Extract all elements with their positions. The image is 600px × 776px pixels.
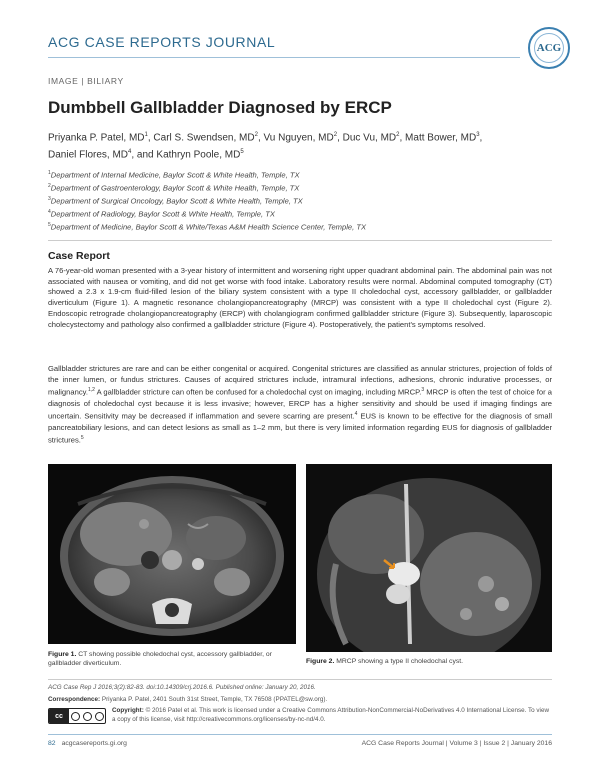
figure-2-caption-text: MRCP showing a type II choledochal cyst.: [334, 658, 464, 665]
copyright-label: Copyright:: [112, 707, 144, 714]
by-icon: [71, 712, 80, 721]
affiliation-text: Department of Radiology, Baylor Scott & White Health, Temple, TX: [50, 209, 275, 219]
journal-website[interactable]: acgcasereports.gi.org: [61, 740, 127, 747]
author-name: Daniel Flores, MD: [48, 149, 129, 161]
paragraph-1: A 76-year-old woman presented with a 3-year history of intermittent and worsening right upper quadrant abdominal pain. The abdominal pain was not associated with nausea or vomiting, and did not get worse with food intake. Laboratory results were normal. Abdominal computed tomography (CT) showed a 2.3 x 1.9-cm fluid-filled lesion of the biliary system consistent with a type II choledochal cyst, accessory gallbladder, or gallbladder diverticulum (Figure 1). A magnetic resonance cholangiopancreatography (MRCP) was consistent with a type II choledochal cyst (Figure 2). Endoscopic retrograde cholangiopancreatography (ERCP) with cholangiogram confirmed gallbladder stricture (Figure 3). Subsequently, laparoscopic cholecystectomy and pathology also confirmed a gallbladder stricture (Figure 4). Postoperatively, the patient's symptoms resolved.: [48, 266, 552, 329]
figure-1-caption-text: CT showing possible choledochal cyst, accessory gallbladder, or gallbladder diverticulum.: [48, 651, 272, 668]
affiliation: [48, 168, 366, 181]
author-sup: 4: [128, 149, 132, 156]
paragraph-text: EUS is known to be effective for the diagnosis of small pancreatobiliary lesions, and can detect lesions as small as 1–2 mm, but there is very limited information regarding EUS for diagnosis of gallbladder strictures.: [48, 411, 552, 445]
author-sup: 2: [254, 132, 258, 138]
author-list: [48, 128, 548, 163]
author-sup: 1: [144, 132, 148, 138]
reference-sup: 3: [421, 387, 425, 394]
affiliation-text: Department of Internal Medicine, Baylor Scott & White Health, Temple, TX: [50, 170, 300, 180]
footer-divider: [48, 679, 552, 680]
correspondence-label: Correspondence:: [48, 696, 101, 703]
author-sup: 5: [240, 149, 244, 156]
ct-scan-graphic: [48, 464, 296, 644]
affiliation: [48, 181, 366, 194]
affiliation: [48, 220, 366, 233]
affiliation-text: Department of Surgical Oncology, Baylor Scott & White Health, Temple, TX: [50, 196, 303, 206]
correspondence: [48, 696, 327, 703]
copyright-notice: [112, 707, 552, 725]
paragraph-text: A gallbladder stricture can often be confused for a choledochal cyst on imaging, including MRCP.: [94, 387, 422, 397]
acg-logo-text: ACG: [534, 33, 564, 63]
journal-name: ACG CASE REPORTS JOURNAL: [48, 34, 276, 50]
affiliation: [48, 194, 366, 207]
paragraph-2: [48, 364, 552, 447]
cc-icon: cc: [49, 709, 69, 723]
mrcp-graphic: [306, 464, 552, 652]
affiliation-sup: 1: [48, 170, 51, 176]
author-sup: 3: [476, 132, 480, 138]
creative-commons-badge[interactable]: [48, 708, 106, 724]
page-footer-divider: [48, 734, 552, 735]
affiliation-sup: 5: [48, 221, 51, 228]
paragraph-text: MRCP is often the test of choice for a diagnosis of choledochal cyst because it is less invasive; however, ERCP has a higher sensitivity and should be used if imaging findings are uncertain. Sensitivity may be decreased if inflammation and severe scarring are present.: [48, 387, 552, 421]
author-name: Priyanka P. Patel, MD: [48, 132, 145, 144]
correspondence-text: Priyanka P. Patel, 2401 South 31st Street, Temple, TX 76508 (PPATEL@sw.org).: [100, 696, 328, 703]
article-category: IMAGE | BILIARY: [48, 76, 124, 86]
author-name: , Matt Bower, MD: [399, 132, 477, 144]
paragraph-text: Gallbladder strictures are rare and can be either congenital or acquired. Congenital strictures are classified as annular strictures, projection of folds of the inner lumen, or fundus strictures. Causes of acquired strictures include, intramural infections, adhesions, chronic indurative processes, or malignancy.: [48, 364, 552, 397]
figure-1-ct-image: [48, 464, 296, 644]
author-sup: 2: [333, 132, 338, 138]
nc-icon: [83, 712, 92, 721]
affiliation-text: Department of Medicine, Baylor Scott & White/Texas A&M Health Science Center, Temple, TX: [50, 222, 367, 232]
reference-sup: 4: [354, 411, 358, 418]
figure-2-caption: [306, 657, 552, 666]
figure-2-label: Figure 2.: [306, 658, 335, 665]
author-name: ,: [479, 132, 483, 144]
figure-1-label: Figure 1.: [48, 651, 77, 658]
page-number: 82: [48, 740, 56, 747]
author-name: , Vu Nguyen, MD: [257, 132, 334, 144]
page-footer-left: [48, 740, 127, 747]
affiliation-text: Department of Gastroenterology, Baylor Scott & White Health, Temple, TX: [50, 183, 300, 193]
section-divider: [48, 240, 552, 241]
journal-issue: ACG Case Reports Journal | Volume 3 | Issue 2 | January 2016: [361, 740, 552, 747]
reference-sup: 1,2: [87, 387, 95, 394]
author-name: , and Kathryn Poole, MD: [131, 149, 241, 161]
affiliation-list: [48, 168, 366, 233]
acg-logo: [528, 27, 570, 69]
copyright-text: © 2016 Patel et al. This work is licensed under a Creative Commons Attribution-NonCommercial-NoDerivatives 4.0 International License. To view a copy of this license, visit http://creativecommons.org/licenses/by-nc-nd/4.0.: [112, 707, 549, 723]
reference-sup: 5: [80, 435, 84, 442]
nd-icon: [95, 712, 104, 721]
figure-2-mrcp-image: [306, 464, 552, 652]
section-title: Case Report: [48, 250, 110, 262]
affiliation: [48, 207, 366, 220]
affiliation-sup: 2: [48, 182, 51, 189]
affiliation-sup: 3: [48, 195, 51, 202]
affiliation-sup: 4: [48, 208, 51, 215]
citation: ACG Case Rep J 2016;3(2):82-83. doi:10.14309/crj.2016.6. Published online: January 20, 2016.: [48, 684, 316, 691]
author-name: , Duc Vu, MD: [337, 132, 397, 144]
article-title: Dumbbell Gallbladder Diagnosed by ERCP: [48, 98, 392, 117]
header-divider: [48, 57, 520, 58]
author-name: , Carl S. Swendsen, MD: [147, 132, 255, 144]
figure-1-caption: [48, 650, 298, 668]
author-sup: 2: [396, 132, 400, 138]
